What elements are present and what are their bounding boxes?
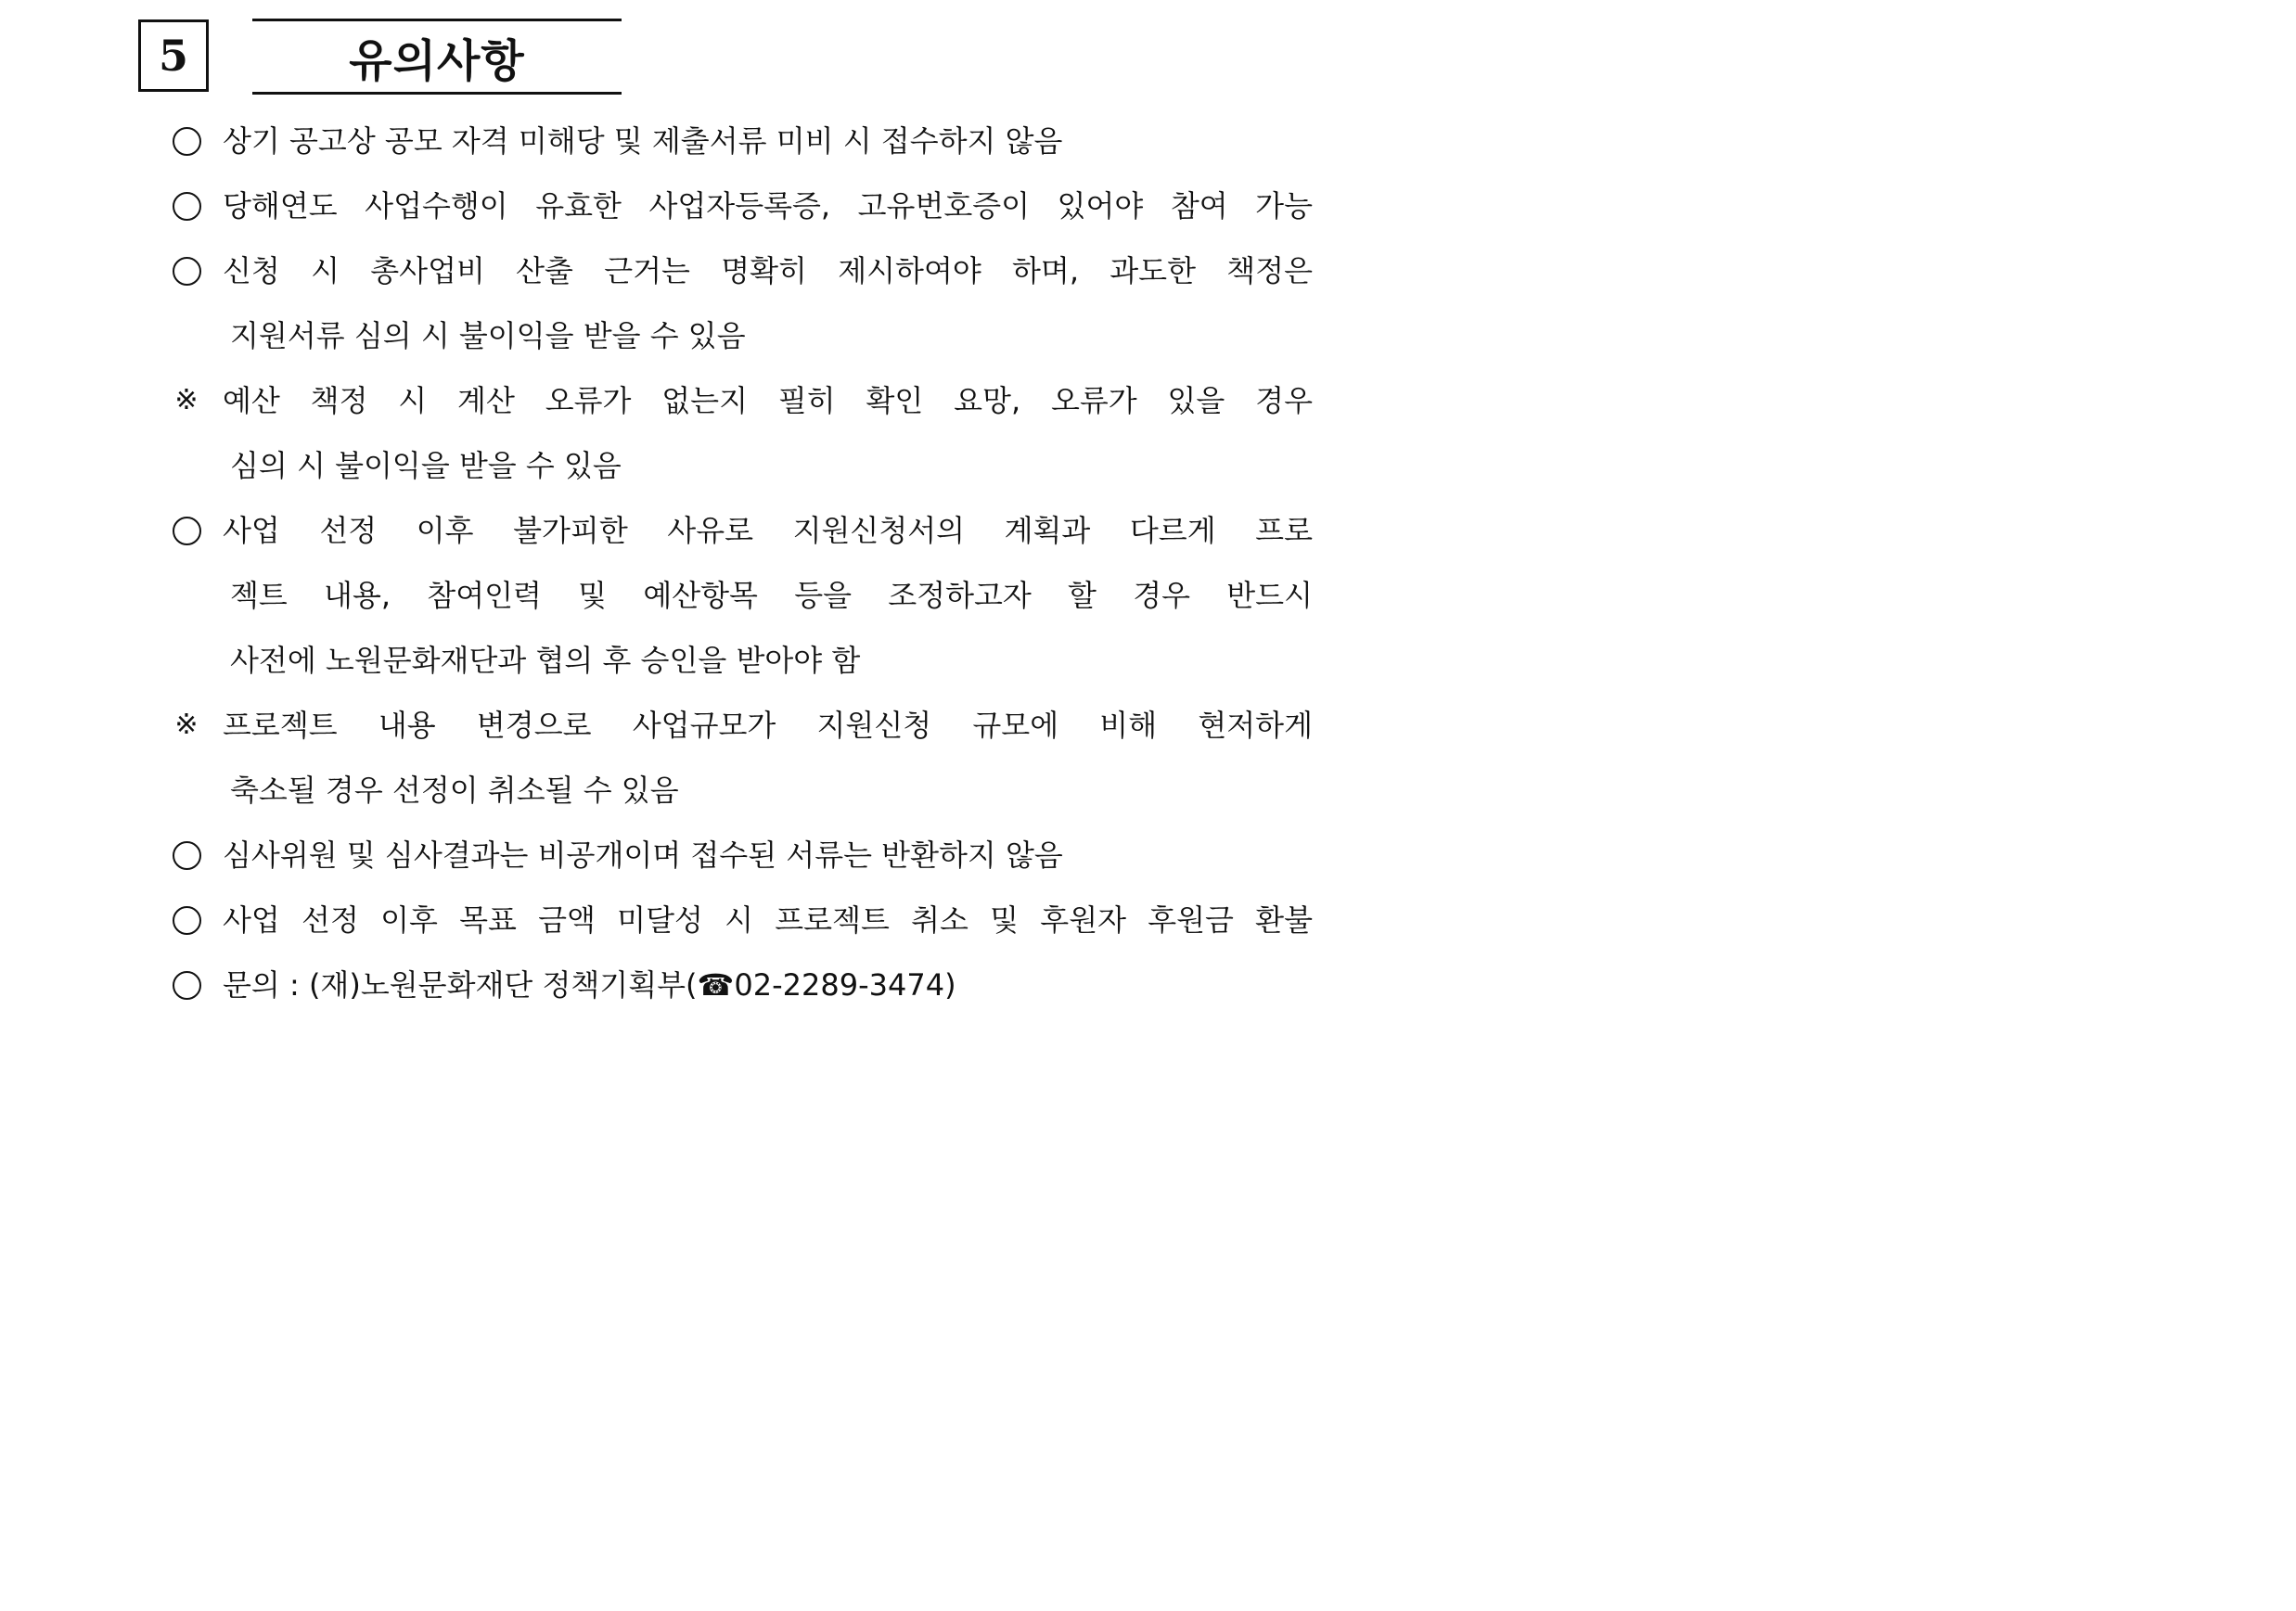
- list-item-text: 심사위원 및 심사결과는 비공개이며 접수된 서류는 반환하지 않음: [223, 837, 1063, 873]
- section-title-frame: [252, 19, 622, 95]
- list-item-text: 사업 선정 이후 불가피한 사유로 지원신청서의 계획과 다르게 프로: [223, 513, 1313, 548]
- list-item-text: 젝트 내용, 참여인력 및 예산항목 등을 조정하고자 할 경우 반드시: [230, 578, 1313, 613]
- list-item: [0, 889, 1441, 953]
- circle-bullet-icon: [170, 838, 203, 872]
- list-item-continuation: [0, 304, 1441, 369]
- list-item: [0, 174, 1441, 239]
- list-item: [0, 109, 1441, 174]
- circle-bullet-icon: [170, 968, 203, 1002]
- list-item-text: 당해연도 사업수행이 유효한 사업자등록증, 고유번호증이 있어야 참여 가능: [223, 188, 1313, 224]
- circle-bullet-icon: [170, 903, 203, 937]
- list-item-text: 신청 시 총사업비 산출 근거는 명확히 제시하여야 하며, 과도한 책정은: [223, 253, 1313, 288]
- list-item: [0, 239, 1441, 304]
- circle-bullet-icon: [170, 189, 203, 223]
- section-title: 유의사항: [349, 34, 525, 87]
- list-item: [0, 824, 1441, 889]
- reference-mark-icon: ※: [174, 384, 199, 416]
- reference-mark-icon: ※: [174, 709, 199, 741]
- circle-bullet-icon: [170, 124, 203, 158]
- list-item-continuation: [0, 629, 1441, 694]
- list-item-continuation: [0, 759, 1441, 824]
- circle-bullet-icon: [170, 514, 203, 547]
- list-item-text: 사전에 노원문화재단과 협의 후 승인을 받아야 함: [230, 643, 861, 678]
- section-number: 5: [138, 19, 209, 92]
- list-item-continuation: [0, 564, 1441, 629]
- list-item-text: 프로젝트 내용 변경으로 사업규모가 지원신청 규모에 비해 현저하게: [223, 708, 1313, 743]
- list-item-text: 축소될 경우 선정이 취소될 수 있음: [230, 773, 679, 808]
- list-item-text: 지원서류 심의 시 불이익을 받을 수 있음: [230, 318, 746, 353]
- list-item: [0, 953, 1441, 1018]
- list-item-text: 상기 공고상 공모 자격 미해당 및 제출서류 미비 시 접수하지 않음: [223, 123, 1063, 159]
- list-item-text: 사업 선정 이후 목표 금액 미달성 시 프로젝트 취소 및 후원자 후원금 환불: [223, 902, 1313, 938]
- list-item: [0, 694, 1441, 759]
- section-header: [0, 0, 1441, 102]
- list-item-continuation: [0, 434, 1441, 499]
- circle-bullet-icon: [170, 254, 203, 288]
- list-item-text: 예산 책정 시 계산 오류가 없는지 필히 확인 요망, 오류가 있을 경우: [223, 383, 1313, 418]
- list-item-text: 문의 : (재)노원문화재단 정책기획부(☎02-2289-3474): [223, 967, 956, 1003]
- list-item-text: 심의 시 불이익을 받을 수 있음: [230, 448, 622, 483]
- list-item: [0, 369, 1441, 434]
- list-item: [0, 499, 1441, 564]
